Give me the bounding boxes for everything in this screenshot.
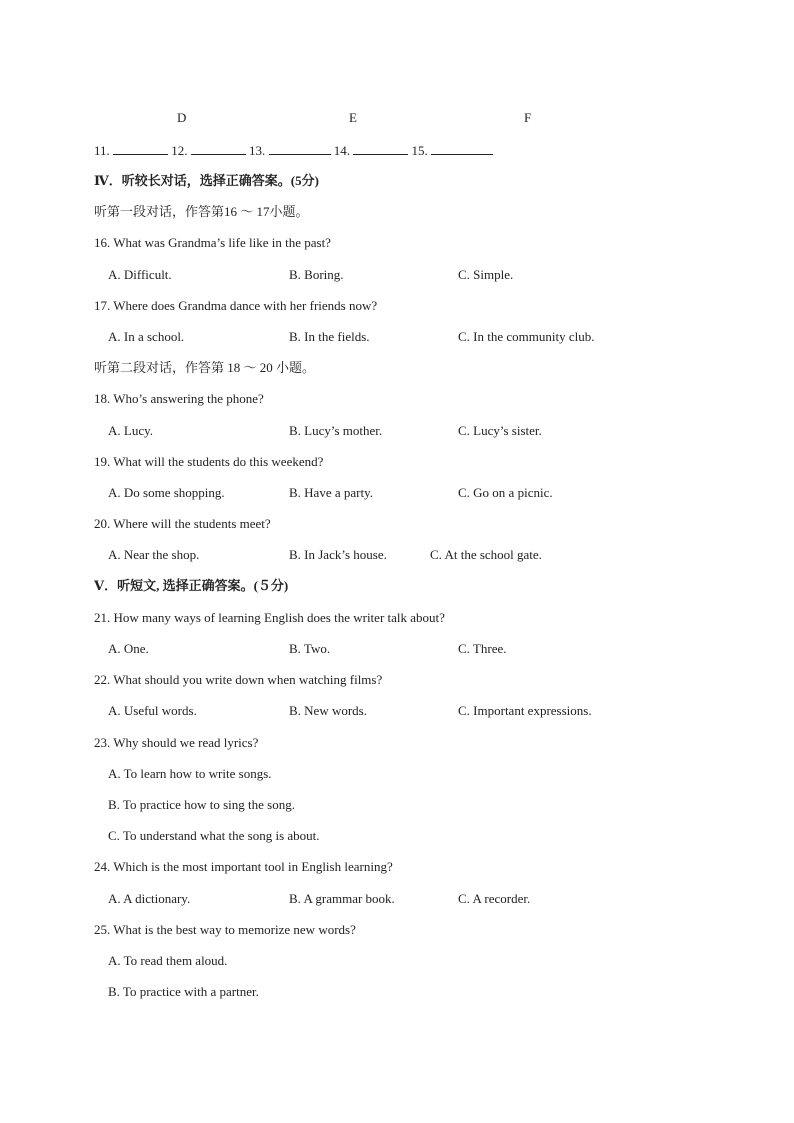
question-18: 18. Who’s answering the phone? <box>94 391 264 406</box>
question-24: 24. Which is the most important tool in English learning? <box>94 859 393 874</box>
picture-label-f: F <box>524 110 532 125</box>
question-20: 20. Where will the students meet? <box>94 516 271 531</box>
option-16-b[interactable]: B. Boring. <box>289 267 344 282</box>
option-17-c[interactable]: C. In the community club. <box>458 329 595 344</box>
option-22-a[interactable]: A. Useful words. <box>108 703 197 718</box>
option-23-b[interactable]: B. To practice how to sing the song. <box>108 797 295 812</box>
option-16-c[interactable]: C. Simple. <box>458 267 514 282</box>
question-17: 17. Where does Grandma dance with her friends now? <box>94 298 378 313</box>
option-21-c[interactable]: C. Three. <box>458 641 507 656</box>
answer-blank[interactable] <box>353 142 408 155</box>
option-19-a[interactable]: A. Do some shopping. <box>108 485 225 500</box>
option-23-c[interactable]: C. To understand what the song is about. <box>108 828 320 843</box>
option-20-c[interactable]: C. At the school gate. <box>430 547 542 562</box>
option-25-a[interactable]: A. To read them aloud. <box>108 953 228 968</box>
question-22: 22. What should you write down when watching films? <box>94 672 383 687</box>
option-20-b[interactable]: B. In Jack’s house. <box>289 547 387 562</box>
option-21-a[interactable]: A. One. <box>108 641 149 656</box>
blank-number: 14. <box>333 143 351 158</box>
section-5-heading: Ⅴ．听短文, 选择正确答案。(５分) <box>94 578 289 593</box>
answer-blank[interactable] <box>269 142 331 155</box>
option-17-a[interactable]: A. In a school. <box>108 329 185 344</box>
question-19: 19. What will the students do this weekend? <box>94 454 324 469</box>
option-21-b[interactable]: B. Two. <box>289 641 331 656</box>
option-18-b[interactable]: B. Lucy’s mother. <box>289 423 383 438</box>
option-24-c[interactable]: C. A recorder. <box>458 891 531 906</box>
option-22-c[interactable]: C. Important expressions. <box>458 703 592 718</box>
question-25: 25. What is the best way to memorize new words? <box>94 922 356 937</box>
option-20-a[interactable]: A. Near the shop. <box>108 547 200 562</box>
answer-blanks-row <box>94 142 493 159</box>
option-19-b[interactable]: B. Have a party. <box>289 485 373 500</box>
section-4-heading: Ⅳ．听较长对话，选择正确答案。(5分) <box>94 173 319 188</box>
section-4-part1-instruction: 听第一段对话，作答第16 ～ 17小题。 <box>94 204 309 219</box>
answer-blank[interactable] <box>431 142 493 155</box>
blank-number: 13. <box>249 143 266 158</box>
section-4-part2-instruction: 听第二段对话，作答第 18 ～ 20 小题。 <box>94 360 316 375</box>
blank-number: 12. <box>171 143 188 158</box>
picture-label-d: D <box>177 110 187 125</box>
answer-blank[interactable] <box>191 142 246 155</box>
option-22-b[interactable]: B. New words. <box>289 703 367 718</box>
picture-label-e: E <box>349 110 357 125</box>
blank-number: 15. <box>411 143 428 158</box>
option-16-a[interactable]: A. Difficult. <box>108 267 172 282</box>
option-25-b[interactable]: B. To practice with a partner. <box>108 984 259 999</box>
option-17-b[interactable]: B. In the fields. <box>289 329 370 344</box>
option-24-a[interactable]: A. A dictionary. <box>108 891 191 906</box>
option-23-a[interactable]: A. To learn how to write songs. <box>108 766 272 781</box>
question-21: 21. How many ways of learning English does the writer talk about? <box>94 610 445 625</box>
option-18-a[interactable]: A. Lucy. <box>108 423 154 438</box>
option-18-c[interactable]: C. Lucy’s sister. <box>458 423 542 438</box>
question-23: 23. Why should we read lyrics? <box>94 735 259 750</box>
question-16: 16. What was Grandma’s life like in the past? <box>94 235 331 250</box>
answer-blank[interactable] <box>113 142 168 155</box>
option-19-c[interactable]: C. Go on a picnic. <box>458 485 553 500</box>
option-24-b[interactable]: B. A grammar book. <box>289 891 395 906</box>
blank-number: 11. <box>94 143 110 158</box>
